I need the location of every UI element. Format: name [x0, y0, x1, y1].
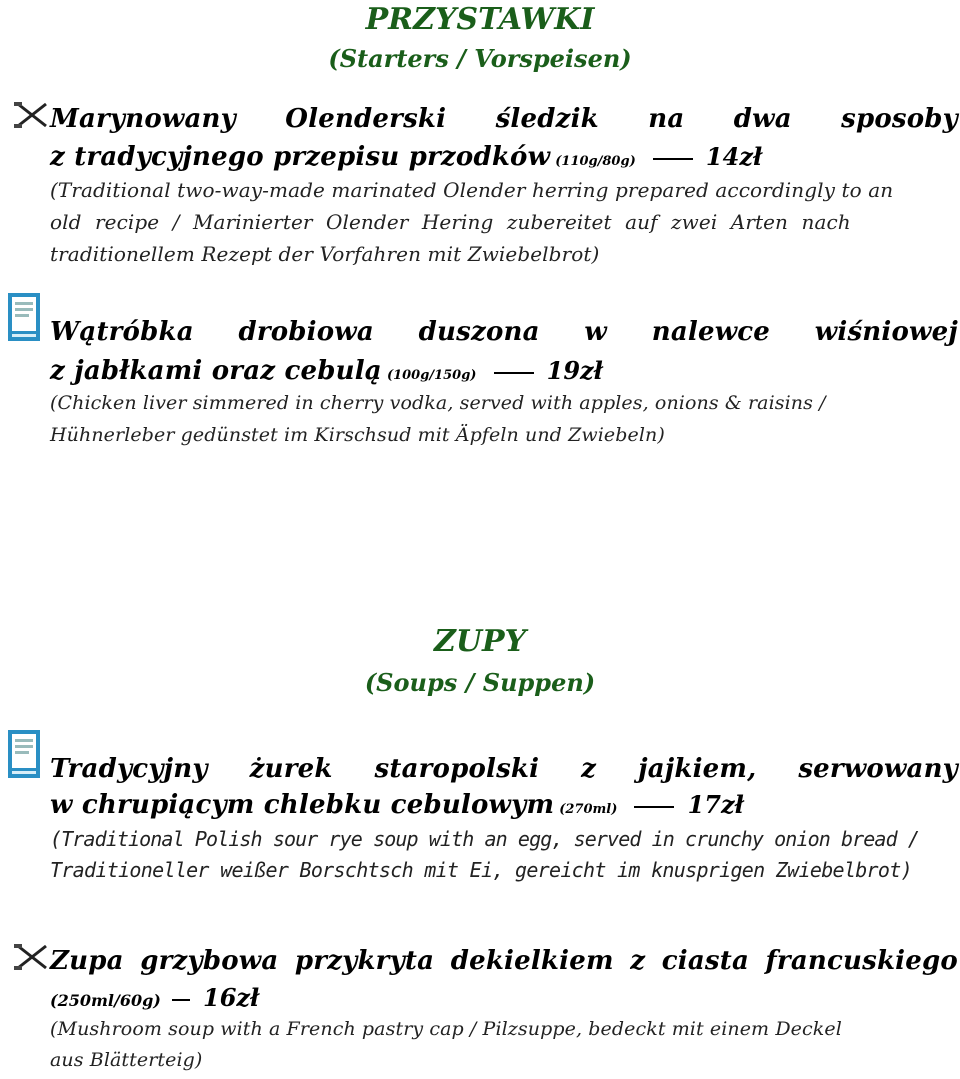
item-name-line2: w chrupiącym chlebku cebulowym (270ml) 17zł	[50, 790, 744, 820]
item-weight: (100g/150g)	[386, 368, 477, 383]
item-name-word: Olenderski	[285, 104, 447, 134]
item-name-word: przykryta	[294, 946, 435, 976]
item-name-word: sposoby	[841, 104, 958, 134]
item-name-word: w	[584, 317, 607, 347]
item-name-word: Marynowany	[50, 104, 236, 134]
item-name-line1	[50, 106, 958, 132]
item-weight: (110g/80g)	[555, 154, 636, 169]
item-name-line1	[50, 948, 958, 974]
culinary-book-icon	[8, 730, 40, 778]
item-name-word: Tradycyjny	[50, 754, 208, 784]
item-price: 14zł	[705, 142, 763, 171]
item-name-word: Zupa	[50, 946, 124, 976]
item-description: Hühnerleber gedünstet im Kirschsud mit Äpfeln und Zwiebeln)	[50, 424, 665, 446]
item-name-word: francuskiego	[765, 946, 958, 976]
item-name-word: nalewce	[651, 317, 771, 347]
item-name-line2: z tradycyjnego przepisu przodków (110g/80g) 14zł	[50, 142, 763, 172]
item-price: 17zł	[687, 790, 744, 819]
cutlery-icon	[12, 100, 52, 130]
item-name-word: duszona	[418, 317, 540, 347]
cutlery-icon	[12, 942, 52, 972]
item-name-line2	[50, 983, 958, 1012]
item-name-word: wiśniowej	[814, 317, 958, 347]
price-dash	[494, 372, 534, 374]
section-title-starters: PRZYSTAWKI	[365, 2, 595, 37]
price-dash	[172, 999, 190, 1001]
item-name-word: na	[648, 104, 685, 134]
item-weight: (250ml/60g)	[50, 991, 161, 1010]
item-name-word: serwowany	[798, 754, 958, 784]
item-description: old recipe / Marinierter Olender Hering zubereitet auf zwei Arten nach	[50, 210, 851, 234]
item-description: traditionellem Rezept der Vorfahren mit Zwiebelbrot)	[50, 242, 600, 266]
item-description: (Traditional two-way-made marinated Olender herring prepared accordingly to an	[50, 178, 894, 202]
item-weight: (270ml)	[559, 802, 618, 817]
item-description: Traditioneller weißer Borschtsch mit Ei, gereicht im knusprigen Zwiebelbrot)	[50, 858, 912, 882]
item-description: (Mushroom soup with a French pastry cap / Pilzsuppe, bedeckt mit einem Deckel	[50, 1018, 842, 1040]
item-name-word: Wątróbka	[50, 317, 194, 347]
price-dash	[653, 158, 693, 160]
item-name-word: z	[630, 946, 646, 976]
item-description: (Chicken liver simmered in cherry vodka, served with apples, onions & raisins /	[50, 392, 826, 414]
item-price: 19zł	[546, 356, 603, 385]
item-name-word: dwa	[733, 104, 792, 134]
item-name-word: dekielkiem	[450, 946, 614, 976]
item-name-line2: z jabłkami oraz cebulą (100g/150g) 19zł	[50, 356, 603, 386]
item-price: 16zł	[203, 983, 260, 1012]
item-name-word: ciasta	[661, 946, 749, 976]
price-dash	[634, 806, 674, 808]
item-description: (Traditional Polish sour rye soup with an egg, served in crunchy onion bread /	[50, 827, 919, 851]
culinary-book-icon	[8, 293, 40, 341]
item-name-word: drobiowa	[238, 317, 374, 347]
item-name-word: żurek	[249, 754, 333, 784]
section-subtitle-starters: (Starters / Vorspeisen)	[328, 44, 632, 73]
item-name-line1	[50, 756, 958, 782]
item-description: aus Blätterteig)	[50, 1049, 203, 1071]
section-subtitle-soups: (Soups / Suppen)	[364, 668, 596, 697]
item-name-word: śledzik	[495, 104, 599, 134]
item-name-line1	[50, 319, 958, 345]
item-name-word: staropolski	[374, 754, 540, 784]
item-name-word: grzybowa	[140, 946, 279, 976]
item-name-word: z	[581, 754, 597, 784]
item-name-word: jajkiem,	[638, 754, 757, 784]
section-title-soups: ZUPY	[433, 624, 527, 659]
